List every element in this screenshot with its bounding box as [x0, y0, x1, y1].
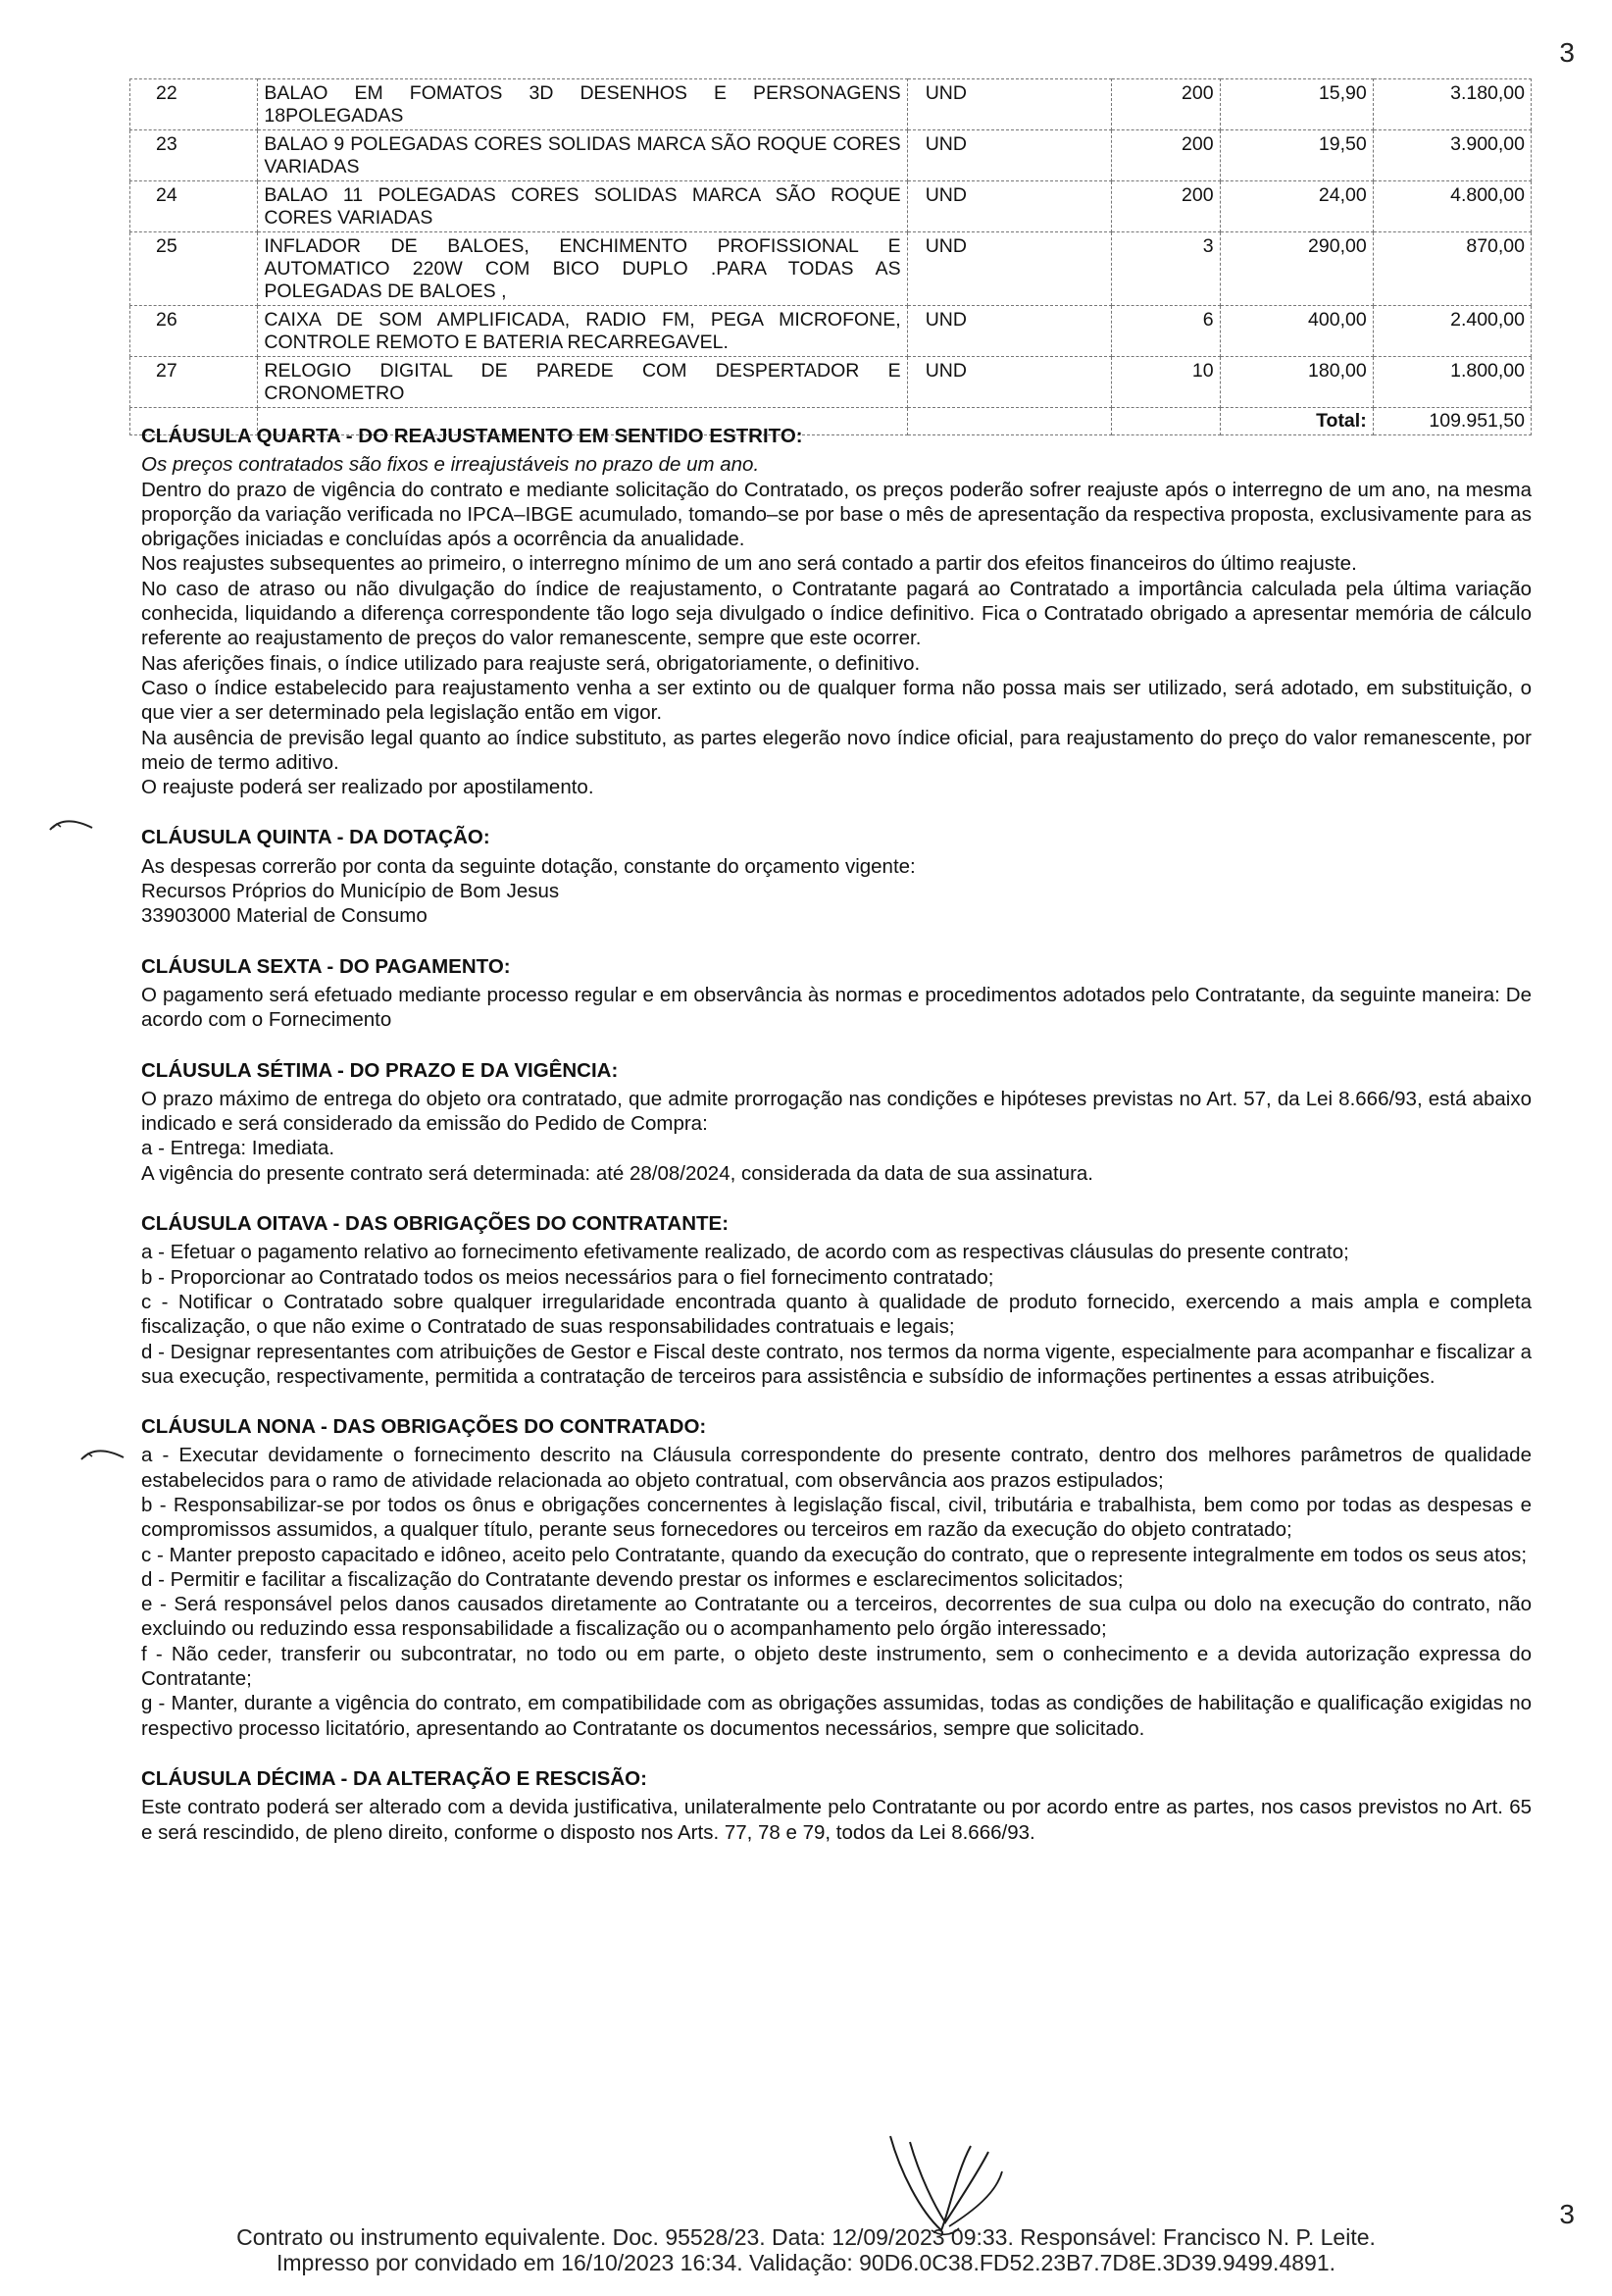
clause-paragraph: c - Manter preposto capacitado e idôneo, aceito pelo Contratante, quando da execução do contrato, que o represente integralmente em todos os seus atos; [141, 1543, 1528, 1566]
margin-initial-mark [78, 1446, 127, 1465]
clause-paragraph: No caso de atraso ou não divulgação do índice de reajustamento, o Contratante pagará ao Contratado a importância calculada pela última variação conhecida, liquidando a diferença correspondente tão logo seja divulgado o índice definitivo. Fica o Contratado obrigado a apresentar memória de cálculo referente ao reajustamento de preços do valor remanescente, sempre que este ocorrer. [141, 577, 1532, 650]
clause-title: CLÁUSULA SEXTA - DO PAGAMENTO: [141, 954, 511, 978]
table-row [130, 232, 1532, 306]
clause-paragraph: a - Executar devidamente o fornecimento descrito na Cláusula correspondente do presente contrato, dentro dos melhores parâmetros de qualidade estabelecidos para o ramo de atividade relacionada ao objeto contratual, com observância aos prazos estipulados; [141, 1444, 1532, 1492]
clause-paragraph: b - Responsabilizar-se por todos os ônus e obrigações concernentes à legislação fiscal, civil, tributária e trabalhista, bem como por todas as despesas e compromissos assumidos, a qualquer título, perante seus fornecedores ou terceiros em razão da execução do objeto contratado; [141, 1493, 1532, 1542]
item-number-cell: 23 [130, 130, 258, 181]
items-table-body [130, 79, 1532, 435]
clause-paragraph: Nas aferições finais, o índice utilizado para reajuste será, obrigatoriamente, o definitivo. [141, 651, 921, 675]
item-unit-price-cell: 180,00 [1220, 357, 1373, 408]
clause-paragraph: d - Designar representantes com atribuições de Gestor e Fiscal deste contrato, nos termos da norma vigente, especialmente para acompanhar e fiscalizar a sua execução, respectivamente, permitida a contratação de terceiros para assistência e subsídio de informações pertinentes a essas atribuições. [141, 1340, 1532, 1388]
item-unit-cell: UND [907, 130, 1111, 181]
item-unit-price-cell: 400,00 [1220, 306, 1373, 357]
clause-paragraph: b - Proporcionar ao Contratado todos os meios necessários para o fiel fornecimento contratado; [141, 1265, 994, 1289]
clause-paragraph: Caso o índice estabelecido para reajustamento venha a ser extinto ou de qualquer forma não possa mais ser utilizado, será adotado, em substituição, o que vier a ser determinado pela legislação então em vigor. [141, 676, 1532, 725]
item-quantity-cell: 10 [1111, 357, 1220, 408]
item-quantity-cell: 6 [1111, 306, 1220, 357]
clause-paragraph: f - Não ceder, transferir ou subcontratar, no todo ou em parte, o objeto deste instrumento, sem o conhecimento e a devida autorização expressa do Contratante; [141, 1642, 1532, 1691]
item-unit-price-cell: 19,50 [1220, 130, 1373, 181]
item-number-cell: 22 [130, 79, 258, 130]
clause-section [141, 1766, 1532, 1845]
item-unit-cell: UND [907, 79, 1111, 130]
item-total-cell: 2.400,00 [1373, 306, 1531, 357]
item-description-cell: INFLADOR DE BALOES, ENCHIMENTO PROFISSIONAL E AUTOMATICO 220W COM BICO DUPLO .PARA TODAS AS POLEGADAS DE BALOES , [258, 232, 907, 306]
clause-paragraph: a - Efetuar o pagamento relativo ao fornecimento efetivamente realizado, de acordo com as respectivas cláusulas do presente contrato; [141, 1241, 1349, 1264]
items-table [129, 78, 1532, 435]
item-total-cell: 870,00 [1373, 232, 1531, 306]
clause-title: CLÁUSULA SÉTIMA - DO PRAZO E DA VIGÊNCIA: [141, 1058, 619, 1082]
item-quantity-cell: 200 [1111, 130, 1220, 181]
clause-title: CLÁUSULA QUARTA - DO REAJUSTAMENTO EM SENTIDO ESTRITO: [141, 425, 803, 447]
clause-paragraph: Recursos Próprios do Município de Bom Jesus [141, 880, 560, 903]
clause-paragraph: O reajuste poderá ser realizado por apostilamento. [141, 776, 594, 799]
table-row [130, 130, 1532, 181]
item-quantity-cell: 200 [1111, 181, 1220, 232]
item-unit-price-cell: 24,00 [1220, 181, 1373, 232]
item-quantity-cell: 200 [1111, 79, 1220, 130]
margin-initial-mark [47, 816, 96, 836]
clause-paragraph: c - Notificar o Contratado sobre qualquer irregularidade encontrada quanto à qualidade de produto fornecido, exercendo a mais ampla e completa fiscalização, o que não exime o Contratado de suas responsabilidades contratuais e legais; [141, 1290, 1532, 1339]
clause-paragraph: Este contrato poderá ser alterado com a devida justificativa, unilateralmente pelo Contratante ou por acordo entre as partes, nos casos previstos no Art. 65 e será rescindido, de pleno direito, conforme o disposto nos Arts. 77, 78 e 79, todos da Lei 8.666/93. [141, 1796, 1532, 1844]
item-unit-cell: UND [907, 181, 1111, 232]
footer-validation-info: Impresso por convidado em 16/10/2023 16:34. Validação: 90D6.0C38.FD52.23B7.7D8E.3D39.9499.4891. [276, 2250, 1336, 2275]
item-unit-cell: UND [907, 232, 1111, 306]
item-number-cell: 24 [130, 181, 258, 232]
clause-paragraph: Dentro do prazo de vigência do contrato e mediante solicitação do Contratado, os preços poderão sofrer reajuste após o interregno de um ano, na mesma proporção da variação verificada no IPCA–IBGE acumulado, tomando–se por base o mês de apresentação da respectiva proposta, exclusivamente para as obrigações iniciadas e concluídas após a ocorrência da anualidade. [141, 478, 1532, 551]
item-description-cell: RELOGIO DIGITAL DE PAREDE COM DESPERTADOR E CRONOMETRO [258, 357, 907, 408]
clause-paragraph: Nos reajustes subsequentes ao primeiro, o interregno mínimo de um ano será contado a partir dos efeitos financeiros do último reajuste. [141, 552, 1357, 576]
clause-title: CLÁUSULA QUINTA - DA DOTAÇÃO: [141, 826, 490, 849]
clause-paragraph: Na ausência de previsão legal quanto ao índice substituto, as partes elegerão novo índice oficial, para reajustamento do preço do valor remanescente, por meio de termo aditivo. [141, 726, 1532, 774]
clause-section [141, 1211, 1532, 1389]
clause-paragraph: O pagamento será efetuado mediante processo regular e em observância às normas e procedimentos adotados pelo Contratante, da seguinte maneira: De acordo com o Fornecimento [141, 983, 1532, 1032]
clause-title: CLÁUSULA DÉCIMA - DA ALTERAÇÃO E RESCISÃO: [141, 1766, 647, 1790]
item-unit-cell: UND [907, 357, 1111, 408]
clause-section [141, 954, 1532, 1033]
total-value: 109.951,50 [1373, 408, 1531, 435]
item-number-cell: 27 [130, 357, 258, 408]
item-description-cell: BALAO 11 POLEGADAS CORES SOLIDAS MARCA SÃO ROQUE CORES VARIADAS [258, 181, 907, 232]
clause-paragraph: Os preços contratados são fixos e irreajustáveis no prazo de um ano. [141, 453, 760, 477]
item-description-cell: BALAO 9 POLEGADAS CORES SOLIDAS MARCA SÃO ROQUE CORES VARIADAS [258, 130, 907, 181]
page-number-bottom: 3 [1559, 2199, 1575, 2229]
clause-section [141, 1058, 1532, 1186]
item-unit-cell: UND [907, 306, 1111, 357]
page-number-top: 3 [1559, 37, 1575, 68]
clause-title: CLÁUSULA OITAVA - DAS OBRIGAÇÕES DO CONTRATANTE: [141, 1212, 730, 1236]
clause-section [141, 825, 1532, 928]
clause-title: CLÁUSULA NONA - DAS OBRIGAÇÕES DO CONTRATADO: [141, 1415, 707, 1439]
item-total-cell: 3.900,00 [1373, 130, 1531, 181]
item-number-cell: 26 [130, 306, 258, 357]
item-number-cell: 25 [130, 232, 258, 306]
validation-footer [0, 2224, 1612, 2275]
item-total-cell: 3.180,00 [1373, 79, 1531, 130]
item-quantity-cell: 3 [1111, 232, 1220, 306]
clause-section [141, 424, 1532, 799]
item-total-cell: 4.800,00 [1373, 181, 1531, 232]
item-description-cell: BALAO EM FOMATOS 3D DESENHOS E PERSONAGENS 18POLEGADAS [258, 79, 907, 130]
item-unit-price-cell: 15,90 [1220, 79, 1373, 130]
clause-paragraph: d - Permitir e facilitar a fiscalização do Contratante devendo prestar os informes e esclarecimentos solicitados; [141, 1567, 1124, 1591]
contract-clauses [141, 424, 1532, 1870]
clause-paragraph: A vigência do presente contrato será determinada: até 28/08/2024, considerada da data de sua assinatura. [141, 1161, 1093, 1185]
clause-section [141, 1414, 1532, 1741]
table-row [130, 306, 1532, 357]
clause-paragraph: g - Manter, durante a vigência do contrato, em compatibilidade com as obrigações assumidas, todas as condições de habilitação e qualificação exigidas no respectivo processo licitatório, apresentando ao Contratante os documentos necessários, sempre que solicitado. [141, 1692, 1532, 1740]
clause-paragraph: O prazo máximo de entrega do objeto ora contratado, que admite prorrogação nas condições e hipóteses previstas no Art. 57, da Lei 8.666/93, está abaixo indicado e será considerado da emissão do Pedido de Compra: [141, 1087, 1532, 1136]
table-row [130, 357, 1532, 408]
item-total-cell: 1.800,00 [1373, 357, 1531, 408]
clause-paragraph: e - Será responsável pelos danos causados diretamente ao Contratante ou a terceiros, decorrentes de sua culpa ou dolo na execução do contrato, não excluindo ou reduzindo essa responsabilidade a fiscalização ou o acompanhamento pelo órgão interessado; [141, 1593, 1532, 1641]
table-row [130, 181, 1532, 232]
footer-document-info: Contrato ou instrumento equivalente. Doc. 95528/23. Data: 12/09/2023 09:33. Responsável: Francisco N. P. Leite. [236, 2224, 1376, 2250]
item-unit-price-cell: 290,00 [1220, 232, 1373, 306]
clause-paragraph: a - Entrega: Imediata. [141, 1137, 335, 1160]
clause-paragraph: 33903000 Material de Consumo [141, 904, 428, 928]
clause-paragraph: As despesas correrão por conta da seguinte dotação, constante do orçamento vigente: [141, 854, 916, 878]
total-label: Total: [1220, 408, 1373, 435]
table-row [130, 79, 1532, 130]
item-description-cell: CAIXA DE SOM AMPLIFICADA, RADIO FM, PEGA MICROFONE, CONTROLE REMOTO E BATERIA RECARREGAVEL. [258, 306, 907, 357]
